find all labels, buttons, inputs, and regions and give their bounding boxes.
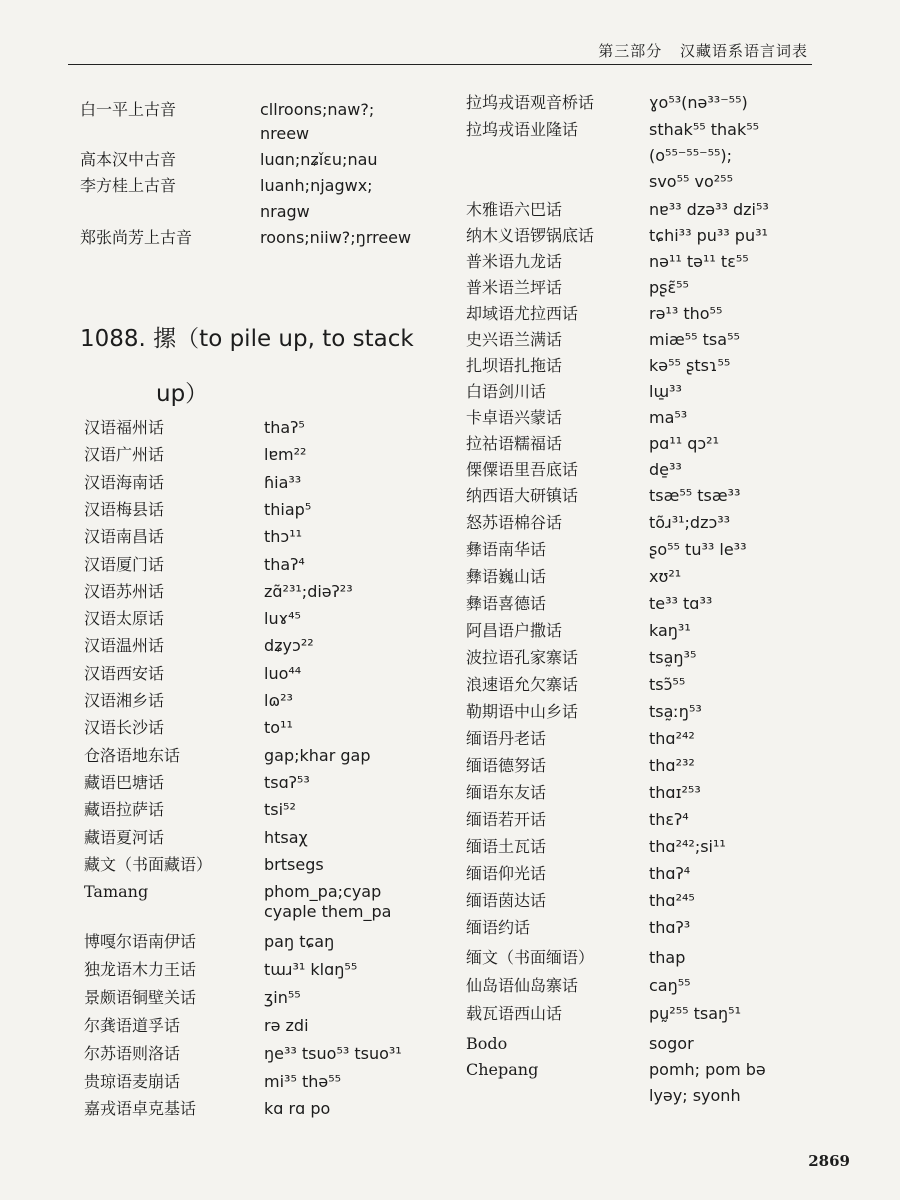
dialect-name: 彝语喜德话 [466, 594, 547, 613]
dialect-name: 普米语兰坪话 [466, 278, 563, 297]
word-form: nreew [260, 124, 310, 143]
dialect-name: 汉语广州话 [84, 445, 165, 465]
word-form: paŋ tɕaŋ [264, 932, 335, 951]
dialect-name: 汉语海南话 [84, 472, 165, 492]
word-form: cyaple them_pa [264, 902, 392, 921]
entry-heading-continued: up） [156, 381, 209, 407]
dialect-name: 贵琼语麦崩话 [84, 1071, 181, 1091]
word-form: sogor [649, 1034, 694, 1053]
dialect-name: 汉语西安话 [84, 663, 165, 683]
word-form: thɑɪ²⁵³ [649, 783, 701, 802]
dialect-name: 汉语福州话 [84, 418, 165, 437]
dialect-name: 汉语温州话 [84, 636, 165, 656]
dialect-name: 缅文（书面缅语） [466, 948, 595, 967]
dialect-name: 阿昌语户撒话 [466, 621, 563, 640]
word-form: ɣo⁵³(nə³³⁻⁵⁵) [649, 93, 748, 112]
dialect-name: 白一平上古音 [80, 100, 177, 119]
word-form: thiap⁵ [264, 499, 312, 519]
dialect-name: 博嘎尔语南伊话 [84, 932, 197, 951]
dialect-name: 藏语巴塘话 [84, 772, 165, 792]
word-form: ʒin⁵⁵ [264, 987, 301, 1007]
word-form: thaʔ⁴ [264, 554, 305, 574]
word-form: tsɑʔ⁵³ [264, 772, 310, 792]
dialect-name: 拉坞戎语业隆话 [466, 120, 579, 139]
word-form: gap;khar gap [264, 745, 371, 765]
dialect-name: 藏文（书面藏语） [84, 854, 213, 874]
word-form: pʂɛ̃⁵⁵ [649, 278, 689, 297]
header-part: 第三部分 [598, 42, 663, 60]
word-form: cllroons;naw?; [260, 100, 375, 119]
word-form: lɷ²³ [264, 691, 293, 710]
dialect-name: 拉祜语糯福话 [466, 434, 563, 453]
dialect-name: 彝语南华话 [466, 540, 547, 559]
dialect-name: Bodo [466, 1034, 508, 1053]
entry-heading [80, 320, 414, 353]
word-form: tsa̰ŋ³⁵ [649, 648, 697, 667]
dialect-name: 缅语仰光话 [466, 864, 547, 883]
word-form: (o⁵⁵⁻⁵⁵⁻⁵⁵); [649, 146, 733, 165]
word-form: luo⁴⁴ [264, 663, 302, 683]
header-title: 汉藏语系语言词表 [679, 42, 808, 60]
word-form: luɤ⁴⁵ [264, 609, 301, 629]
dialect-name: 纳西语大研镇话 [466, 486, 579, 505]
word-form: pṵ²⁵⁵ tsaŋ⁵¹ [649, 1004, 742, 1023]
dialect-name: 缅语德努话 [466, 756, 547, 775]
dialect-name: 扎坝语扎拖话 [466, 356, 563, 375]
dialect-name: 汉语太原话 [84, 609, 165, 629]
dialect-name: 木雅语六巴话 [466, 200, 563, 219]
word-form: tsæ⁵⁵ tsæ³³ [649, 486, 741, 505]
dialect-name: 却域语尤拉西话 [466, 304, 579, 323]
word-form: mi³⁵ thə⁵⁵ [264, 1071, 342, 1091]
word-form: miæ⁵⁵ tsa⁵⁵ [649, 330, 740, 349]
word-form: de̱³³ [649, 460, 682, 479]
dialect-name: 怒苏语棉谷话 [466, 513, 563, 532]
word-form: te³³ tɑ³³ [649, 594, 713, 613]
word-form: pɑ¹¹ qɔ²¹ [649, 434, 719, 453]
word-form: xʊ²¹ [649, 567, 682, 586]
word-form: thaʔ⁵ [264, 418, 305, 437]
word-form: thap [649, 948, 686, 967]
dialect-name: 拉坞戎语观音桥话 [466, 93, 595, 112]
word-form: nə¹¹ tə¹¹ tɛ⁵⁵ [649, 252, 749, 271]
dialect-name: 汉语厦门话 [84, 554, 165, 574]
entry-title: 摞（to pile up, to stack [153, 326, 414, 352]
word-form: thɑʔ³ [649, 918, 691, 937]
word-form: thɑ²⁴² [649, 729, 695, 748]
word-form: sthak⁵⁵ thak⁵⁵ [649, 120, 760, 139]
word-form: to¹¹ [264, 718, 293, 738]
dialect-name: 勒期语中山乡话 [466, 702, 579, 721]
word-form: ŋe³³ tsuo⁵³ tsuo³¹ [264, 1043, 402, 1063]
word-form: tsa̰ːŋ⁵³ [649, 702, 702, 721]
dialect-name: 卡卓语兴蒙话 [466, 408, 563, 427]
word-form: tɯɹ³¹ klɑŋ⁵⁵ [264, 959, 358, 979]
word-form: zɑ̃²³¹;diəʔ²³ [264, 581, 353, 601]
dialect-name: 郑张尚芳上古音 [80, 228, 193, 247]
header-rule [68, 64, 812, 65]
word-form: lɐm²² [264, 445, 307, 465]
dialect-name: 缅语东友话 [466, 783, 547, 802]
word-form: ɦia³³ [264, 472, 302, 492]
word-form: brtsegs [264, 854, 324, 874]
word-form: nɐ³³ dzə³³ dzi⁵³ [649, 200, 769, 219]
dialect-name: 普米语九龙话 [466, 252, 563, 271]
dialect-name: 缅语若开话 [466, 810, 547, 829]
dialect-name: 纳木义语锣锅底话 [466, 226, 595, 245]
word-form: rə¹³ tho⁵⁵ [649, 304, 723, 323]
word-form: tsɔ̃⁵⁵ [649, 675, 686, 694]
dialect-name: 浪速语允欠寨话 [466, 675, 579, 694]
word-form: dʑyɔ²² [264, 636, 314, 656]
dialect-name: 嘉戎语卓克基话 [84, 1099, 197, 1119]
word-form: kaŋ³¹ [649, 621, 691, 640]
word-form: ma⁵³ [649, 408, 688, 427]
dialect-name: Chepang [466, 1060, 539, 1079]
dialect-name: 藏语拉萨话 [84, 800, 165, 820]
dialect-name: 汉语湘乡话 [84, 691, 165, 710]
word-form: kɑ rɑ po [264, 1099, 331, 1119]
dialect-name: 独龙语木力王话 [84, 959, 197, 979]
word-form: lɯ̱³³ [649, 382, 682, 401]
word-form: rə zdi [264, 1015, 309, 1035]
word-form: thɑ²⁴²;si¹¹ [649, 837, 726, 856]
word-form: thɔ¹¹ [264, 527, 303, 547]
word-form: tsi⁵² [264, 800, 296, 820]
word-form: roons;niiw?;ŋrreew [260, 228, 412, 247]
word-form: luɑn;nʑǐɛu;nau [260, 150, 378, 169]
word-form: ʂo⁵⁵ tu³³ le³³ [649, 540, 747, 559]
word-form: htsaχ [264, 827, 308, 847]
page-number: 2869 [808, 1152, 850, 1170]
dialect-name: 缅语约话 [466, 918, 531, 937]
dialect-name: 白语剑川话 [466, 382, 547, 401]
dialect-name: 汉语长沙话 [84, 718, 165, 738]
word-form: svo⁵⁵ vo²⁵⁵ [649, 172, 734, 191]
word-form: thɑ²³² [649, 756, 695, 775]
dialect-name: 波拉语孔家寨话 [466, 648, 579, 667]
word-form: tɕhi³³ pu³³ pu³¹ [649, 226, 768, 245]
dialect-name: 李方桂上古音 [80, 176, 177, 195]
word-form: thɛʔ⁴ [649, 810, 689, 829]
word-form: tõɹ³¹;dzɔ³³ [649, 513, 731, 532]
dialect-name: 缅语茵达话 [466, 891, 547, 910]
word-form: nragw [260, 202, 310, 221]
word-form: lyəy; syonh [649, 1086, 741, 1105]
word-form: luanh;njagwx; [260, 176, 373, 195]
word-form: thɑʔ⁴ [649, 864, 691, 883]
dialect-name: 景颇语铜壁关话 [84, 987, 197, 1007]
dialect-name: Tamang [84, 882, 149, 902]
word-form: kə⁵⁵ ʂtsɿ⁵⁵ [649, 356, 731, 375]
dialect-name: 缅语丹老话 [466, 729, 547, 748]
dialect-name: 汉语梅县话 [84, 499, 165, 519]
dialect-name: 彝语巍山话 [466, 567, 547, 586]
word-form: caŋ⁵⁵ [649, 976, 691, 995]
dialect-name: 傈僳语里吾底话 [466, 460, 579, 479]
dialect-name: 尔苏语则洛话 [84, 1043, 181, 1063]
word-form: phom_pa;cyap [264, 882, 382, 902]
entry-number: 1088. [80, 326, 146, 352]
dialect-name: 汉语苏州话 [84, 581, 165, 601]
dialect-name: 缅语土瓦话 [466, 837, 547, 856]
dialect-name: 高本汉中古音 [80, 150, 177, 169]
dialect-name: 仙岛语仙岛寨话 [466, 976, 579, 995]
dialect-name: 史兴语兰满话 [466, 330, 563, 349]
dialect-name: 尔龚语道孚话 [84, 1015, 181, 1035]
dialect-name: 汉语南昌话 [84, 527, 165, 547]
page-header [586, 40, 808, 61]
dialect-name: 仓洛语地东话 [84, 745, 181, 765]
dialect-name: 载瓦语西山话 [466, 1004, 563, 1023]
word-form: pomh; pom bə [649, 1060, 766, 1079]
dialect-name: 藏语夏河话 [84, 827, 165, 847]
word-form: thɑ²⁴⁵ [649, 891, 695, 910]
